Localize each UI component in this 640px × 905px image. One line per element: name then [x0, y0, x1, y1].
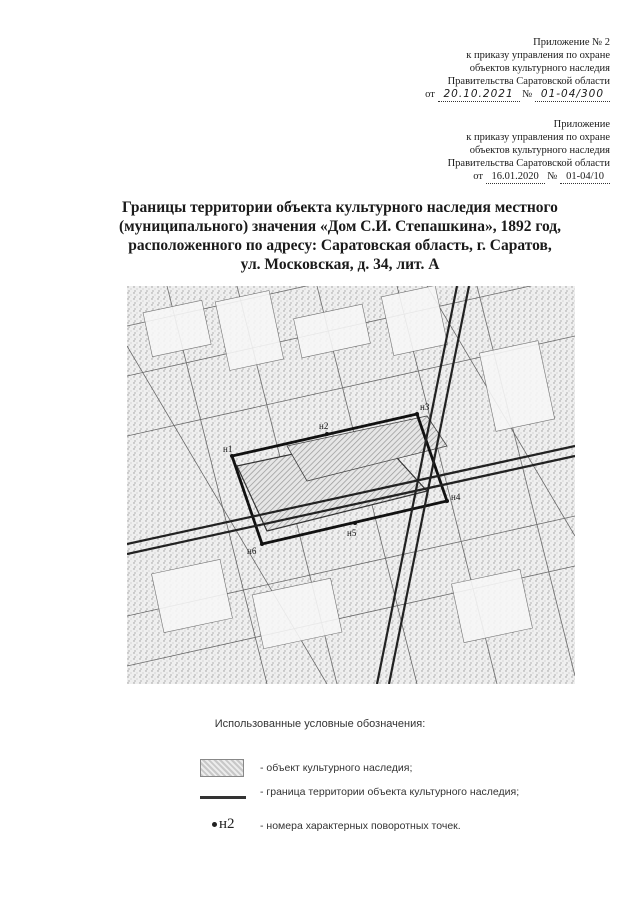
order-number: 01-04/10	[560, 170, 610, 184]
appendix-header-current	[425, 36, 610, 102]
number-label: №	[547, 171, 558, 182]
point-marker-icon	[212, 816, 235, 833]
appendix-line: объектов культурного наследия	[469, 63, 610, 74]
boundary-line-icon	[200, 796, 246, 799]
appendix-line: Правительства Саратовской области	[447, 76, 610, 87]
cadastral-map-drawing	[127, 286, 575, 684]
appendix-date-line	[425, 88, 610, 102]
order-date: 20.10.2021	[438, 88, 520, 102]
map-point-label: н6	[247, 546, 257, 556]
appendix-header-original	[448, 118, 610, 184]
order-date: 16.01.2020	[486, 170, 545, 184]
point-marker-label: н2	[219, 816, 235, 832]
map-point-label: н5	[347, 528, 357, 538]
title-line: расположенного по адресу: Саратовская область, г. Саратов,	[128, 237, 552, 254]
document-title	[90, 198, 590, 274]
legend-heading: Использованные условные обозначения:	[214, 718, 426, 730]
cadastral-map	[127, 286, 575, 684]
title-line: ул. Московская, д. 34, лит. А	[240, 256, 440, 273]
number-label: №	[522, 89, 533, 100]
title-line: (муниципального) значения «Дом С.И. Степашкина», 1892 год,	[118, 218, 562, 235]
legend-item-text: - граница территории объекта культурного наследия;	[260, 786, 520, 798]
legend-item-text: - номера характерных поворотных точек.	[260, 820, 461, 832]
appendix-title: Приложение	[553, 119, 610, 130]
from-label: от	[425, 89, 435, 100]
appendix-line: Правительства Саратовской области	[447, 158, 610, 169]
appendix-line: объектов культурного наследия	[469, 145, 610, 156]
hatched-swatch-icon	[200, 759, 244, 777]
from-label: от	[473, 171, 483, 182]
title-line: Границы территории объекта культурного наследия местного	[122, 199, 558, 216]
legend-item-text: - объект культурного наследия;	[260, 762, 413, 774]
map-point-label: н3	[420, 402, 430, 412]
map-point-label: н4	[451, 492, 461, 502]
map-point-label: н1	[223, 444, 233, 454]
appendix-line: к приказу управления по охране	[466, 132, 610, 143]
map-point-label: н2	[319, 421, 329, 431]
appendix-date-line	[448, 170, 610, 184]
appendix-line: к приказу управления по охране	[466, 50, 610, 61]
order-number: 01-04/300	[535, 88, 610, 102]
appendix-title: Приложение № 2	[533, 37, 610, 48]
